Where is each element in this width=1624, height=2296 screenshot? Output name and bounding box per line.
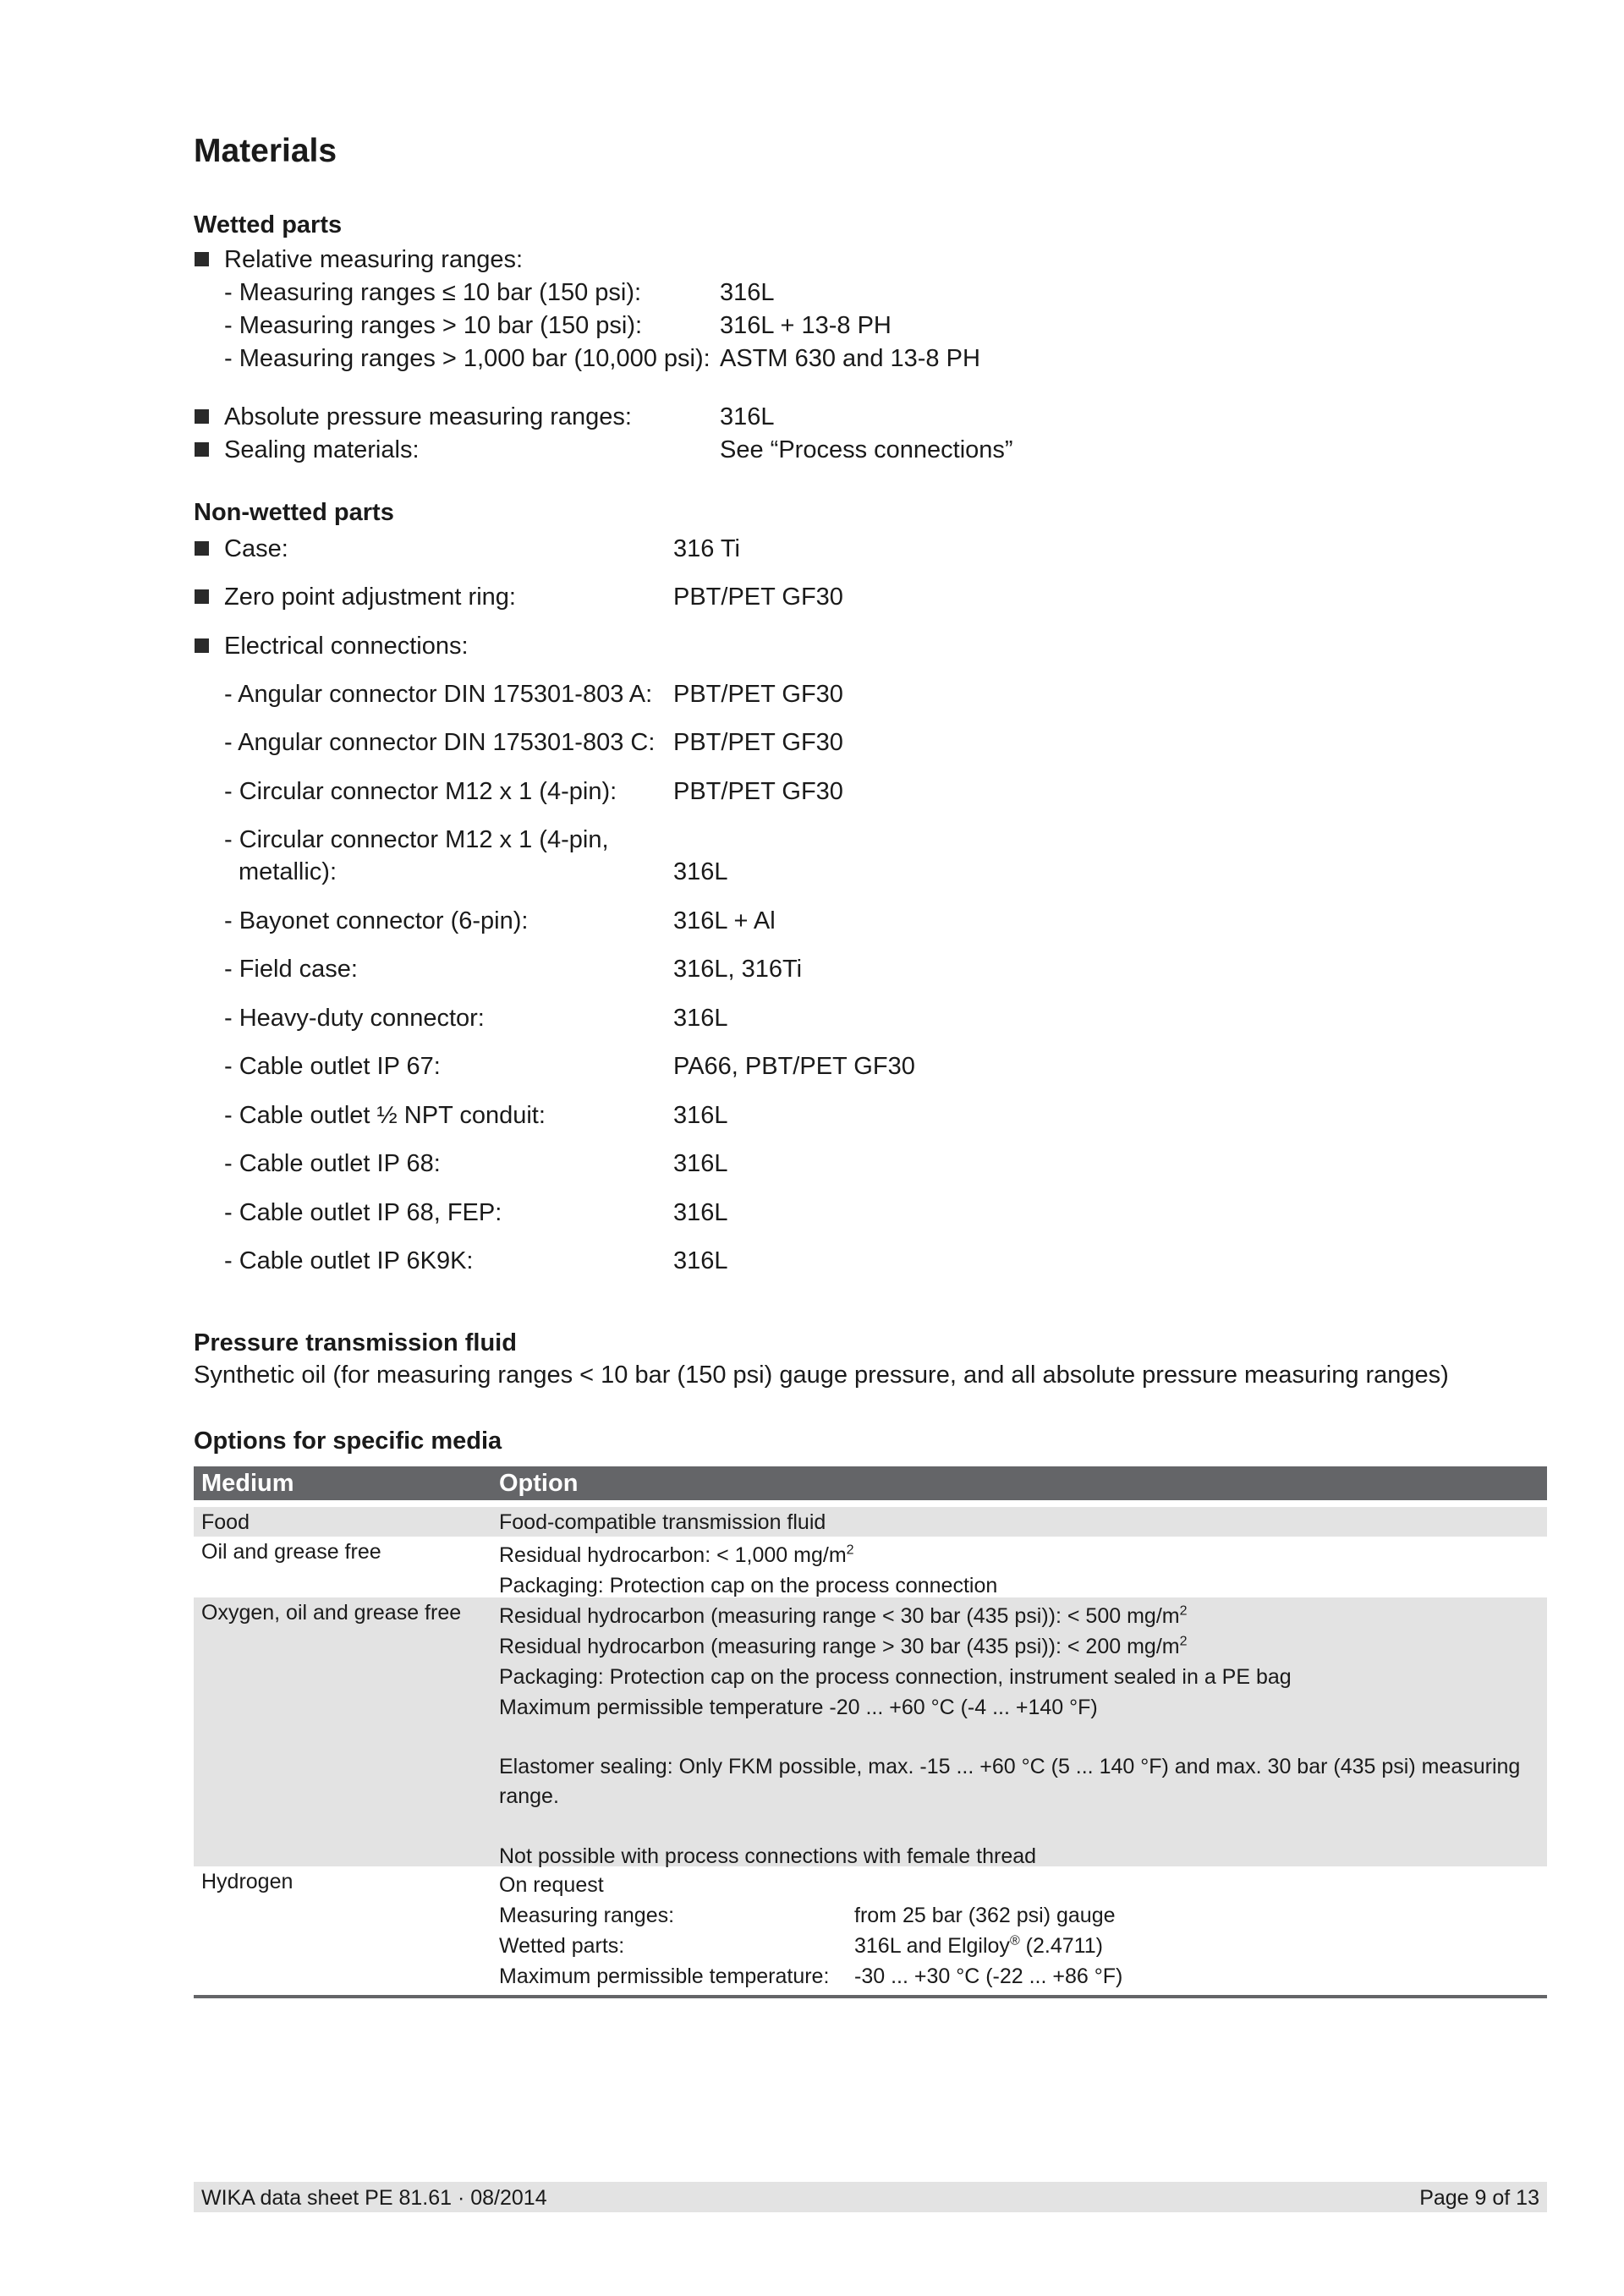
page-title: Materials — [194, 133, 337, 169]
connection-value: PBT/PET GF30 — [673, 729, 843, 756]
wetted-parts-heading: Wetted parts — [194, 211, 343, 238]
column-header-option: Option — [499, 1470, 579, 1497]
sealing-materials-value: See “Process connections” — [720, 436, 1013, 463]
fluid-heading: Pressure transmission fluid — [194, 1329, 517, 1356]
case-value: 316 Ti — [673, 535, 740, 562]
kv-value: 316L and Elgiloy® (2.4711) — [854, 1933, 1103, 1958]
option-kv-row — [499, 1961, 1539, 1992]
relative-row-value: ASTM 630 and 13-8 PH — [720, 345, 980, 372]
relative-row-value: 316L — [720, 279, 775, 306]
connection-label: - Circular connector M12 x 1 (4-pin): — [224, 778, 617, 805]
connection-label: - Bayonet connector (6-pin): — [224, 907, 529, 934]
connection-value: 316L, 316Ti — [673, 956, 803, 983]
connection-label: - Cable outlet IP 68, FEP: — [224, 1199, 502, 1226]
connection-label: - Cable outlet IP 68: — [224, 1150, 441, 1177]
table-row-hydrogen — [194, 1866, 1547, 1995]
relative-row-label: - Measuring ranges ≤ 10 bar (150 psi): — [224, 279, 642, 306]
option-line: Not possible with process connections with female thread — [499, 1844, 1037, 1868]
connection-value: 316L — [673, 1199, 728, 1226]
connection-value: 316L — [673, 1150, 728, 1177]
connection-label: - Circular connector M12 x 1 (4-pin, — [224, 826, 609, 853]
bullet-icon — [195, 442, 209, 457]
option-line: Food-compatible transmission fluid — [499, 1510, 826, 1534]
option-line: Residual hydrocarbon (measuring range < 30 bar (435 psi)): < 500 $mg/m^2$ — [499, 1603, 1188, 1628]
kv-value: from 25 bar (362 psi) gauge — [854, 1904, 1116, 1927]
connection-label: - Cable outlet ½ NPT conduit: — [224, 1102, 546, 1129]
footer-page-number: Page 9 of 13 — [1419, 2186, 1539, 2210]
connection-label: - Angular connector DIN 175301-803 C: — [224, 729, 656, 756]
bullet-icon — [195, 589, 209, 604]
connection-value: 316L + Al — [673, 907, 776, 934]
option-cell — [499, 1510, 1539, 1534]
option-line: Packaging: Protection cap on the process connection — [499, 1574, 998, 1597]
connection-value: 316L — [673, 858, 728, 885]
options-table — [194, 1466, 1547, 1998]
zero-ring-value: PBT/PET GF30 — [673, 584, 843, 611]
table-header — [194, 1466, 1547, 1500]
option-line: Elastomer sealing: Only FKM possible, max. -15 ... +60 °C (5 ... 140 °F) and max. 30 bar (435 psi) measuring range. — [499, 1755, 1521, 1808]
option-cell — [499, 1870, 1539, 1992]
table-row-oil-grease-free — [194, 1537, 1547, 1597]
connection-label: - Field case: — [224, 956, 358, 983]
connection-value: 316L — [673, 1102, 728, 1129]
case-label: Case: — [224, 535, 288, 562]
medium-cell: Oil and grease free — [201, 1540, 381, 1564]
absolute-ranges-label: Absolute pressure measuring ranges: — [224, 403, 632, 430]
relative-row-value: 316L + 13-8 PH — [720, 312, 892, 339]
table-bottom-rule — [194, 1995, 1547, 1998]
medium-cell: Oxygen, oil and grease free — [201, 1601, 462, 1625]
kv-value: -30 ... +30 °C (-22 ... +86 °F) — [854, 1964, 1123, 1988]
electrical-connections-label: Electrical connections: — [224, 633, 469, 660]
bullet-icon — [195, 252, 209, 266]
options-heading: Options for specific media — [194, 1427, 502, 1455]
option-cell — [499, 1601, 1539, 1871]
option-line: Residual hydrocarbon (measuring range > 30 bar (435 psi)): < 200 $mg/m^2$ — [499, 1634, 1188, 1658]
connection-label: - Angular connector DIN 175301-803 A: — [224, 681, 653, 708]
bullet-icon — [195, 409, 209, 424]
relative-row-label: - Measuring ranges > 10 bar (150 psi): — [224, 312, 643, 339]
connection-value: 316L — [673, 1247, 728, 1274]
option-line: Residual hydrocarbon: < 1,000 $mg/m^2$ — [499, 1543, 854, 1567]
option-line: Packaging: Protection cap on the process connection, instrument sealed in a PE bag — [499, 1665, 1292, 1689]
kv-label: Measuring ranges: — [499, 1904, 675, 1927]
bullet-icon — [195, 541, 209, 556]
medium-cell: Food — [201, 1510, 250, 1534]
sealing-materials-label: Sealing materials: — [224, 436, 420, 463]
relative-row-label: - Measuring ranges > 1,000 bar (10,000 psi): — [224, 345, 710, 372]
bullet-icon — [195, 638, 209, 653]
table-row-oxygen — [194, 1597, 1547, 1866]
footer-document-id: WIKA data sheet PE 81.61 · 08/2014 — [201, 2186, 547, 2210]
fluid-text: Synthetic oil (for measuring ranges < 10 bar (150 psi) gauge pressure, and all absolute pressure measuring ranges) — [194, 1362, 1449, 1389]
kv-label: Maximum permissible temperature: — [499, 1964, 830, 1988]
medium-cell: Hydrogen — [201, 1870, 294, 1893]
connection-label: - Heavy-duty connector: — [224, 1005, 485, 1032]
connection-label-continued: metallic): — [239, 858, 337, 885]
connection-value: PBT/PET GF30 — [673, 778, 843, 805]
option-cell — [499, 1540, 1539, 1601]
relative-ranges-label: Relative measuring ranges: — [224, 246, 524, 273]
option-kv-row — [499, 1900, 1539, 1931]
table-row-food — [194, 1507, 1547, 1537]
footer-bar — [194, 2182, 1547, 2212]
connection-label: - Cable outlet IP 67: — [224, 1053, 441, 1080]
zero-ring-label: Zero point adjustment ring: — [224, 584, 516, 611]
connection-value: PA66, PBT/PET GF30 — [673, 1053, 915, 1080]
connection-value: 316L — [673, 1005, 728, 1032]
absolute-ranges-value: 316L — [720, 403, 775, 430]
column-header-medium: Medium — [201, 1470, 294, 1497]
connection-label: - Cable outlet IP 6K9K: — [224, 1247, 474, 1274]
option-line: Maximum permissible temperature -20 ... +60 °C (-4 ... +140 °F) — [499, 1696, 1098, 1719]
kv-label: Wetted parts: — [499, 1934, 625, 1958]
non-wetted-parts-heading: Non-wetted parts — [194, 499, 394, 526]
connection-value: PBT/PET GF30 — [673, 681, 843, 708]
option-kv-row — [499, 1931, 1539, 1961]
option-line: On request — [499, 1873, 604, 1897]
